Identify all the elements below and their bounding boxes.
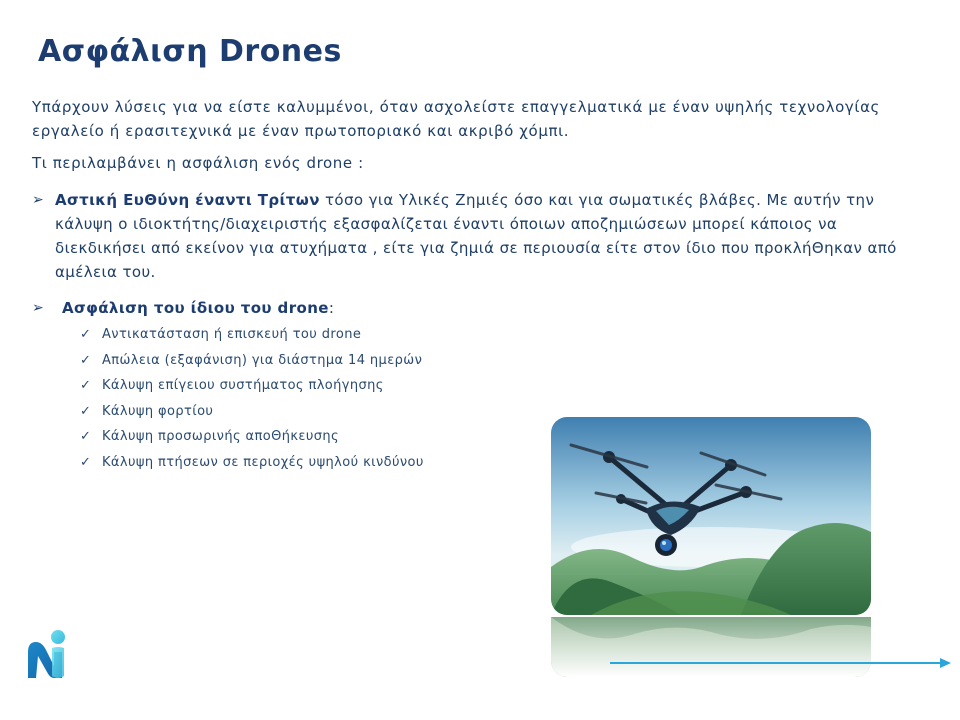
intro-paragraph: Υπάρχουν λύσεις για να είστε καλυμμένοι, όταν ασχολείστε επαγγελματικά με έναν υψηλής τεχνολογίας εργαλείο ή ερασιτεχνικά με έναν πρωτοποριακό και ακριβό χόμπι. (32, 98, 880, 140)
list-item-label: Κάλυψη φορτίου (102, 403, 214, 419)
bullet-drone-insurance-text (32, 296, 927, 320)
list-item (80, 427, 424, 453)
list-item (80, 325, 424, 351)
bullet-liability-body: τόσο για Υλικές Ζημιές όσο και για σωματικές βλάβες. Με αυτήν την κάλυψη ο ιδιοκτήτης/διαχειριστής εξασφαλίζεται έναντι όποιων αποζημιώσεων μπορεί κάποιος να διεκδικήσει από εκείνον για ατυχήματα , είτε για ζημιά σε περιουσία είτε στον ίδιο που προκλήΘηκαν από αμέλεια του. (55, 191, 897, 281)
drone-illustration (551, 417, 871, 615)
bullet-drone-insurance-heading: Ασφάλιση του ίδιου του drone (62, 299, 329, 317)
checkmark-icon: ✓ (80, 352, 92, 368)
page-title: Ασφάλιση Drones (38, 34, 342, 69)
bullet-liability-text (32, 188, 927, 284)
checkmark-icon: ✓ (80, 454, 92, 470)
list-item-label: Απώλεια (εξαφάνιση) για διάστημα 14 ημερών (102, 352, 423, 368)
list-item (80, 402, 424, 428)
bullet-liability-heading: Αστική ΕυΘύνη έναντι Τρίτων (55, 191, 320, 209)
list-item-label: Κάλυψη προσωρινής αποΘήκευσης (102, 429, 340, 444)
list-item (80, 453, 424, 479)
checkmark-icon: ✓ (80, 327, 92, 342)
bullet-drone-insurance-colon: : (328, 299, 335, 317)
checkmark-icon: ✓ (80, 378, 92, 393)
list-item-label: Κάλυψη πτήσεων σε περιοχές υψηλού κινδύνου (102, 454, 424, 470)
checkmark-icon: ✓ (80, 429, 92, 444)
bullet-liability (32, 188, 927, 284)
arrow-bullet-icon: ➢ (32, 300, 45, 316)
coverage-sublist (80, 325, 424, 478)
list-item (80, 376, 424, 402)
brand-logo-icon (24, 628, 68, 680)
checkmark-icon: ✓ (80, 403, 92, 419)
coverage-question: Τι περιλαμβάνει η ασφάλιση ενός drone : (32, 154, 364, 172)
list-item-label: Κάλυψη επίγειου συστήματος πλοήγησης (102, 378, 384, 393)
list-item-label: Αντικατάσταση ή επισκευή του drone (102, 327, 362, 342)
bullet-drone-insurance (32, 296, 927, 320)
list-item (80, 351, 424, 377)
arrow-bullet-icon: ➢ (32, 192, 45, 208)
footer-arrow-line (610, 656, 952, 670)
drone-photo (551, 417, 871, 615)
